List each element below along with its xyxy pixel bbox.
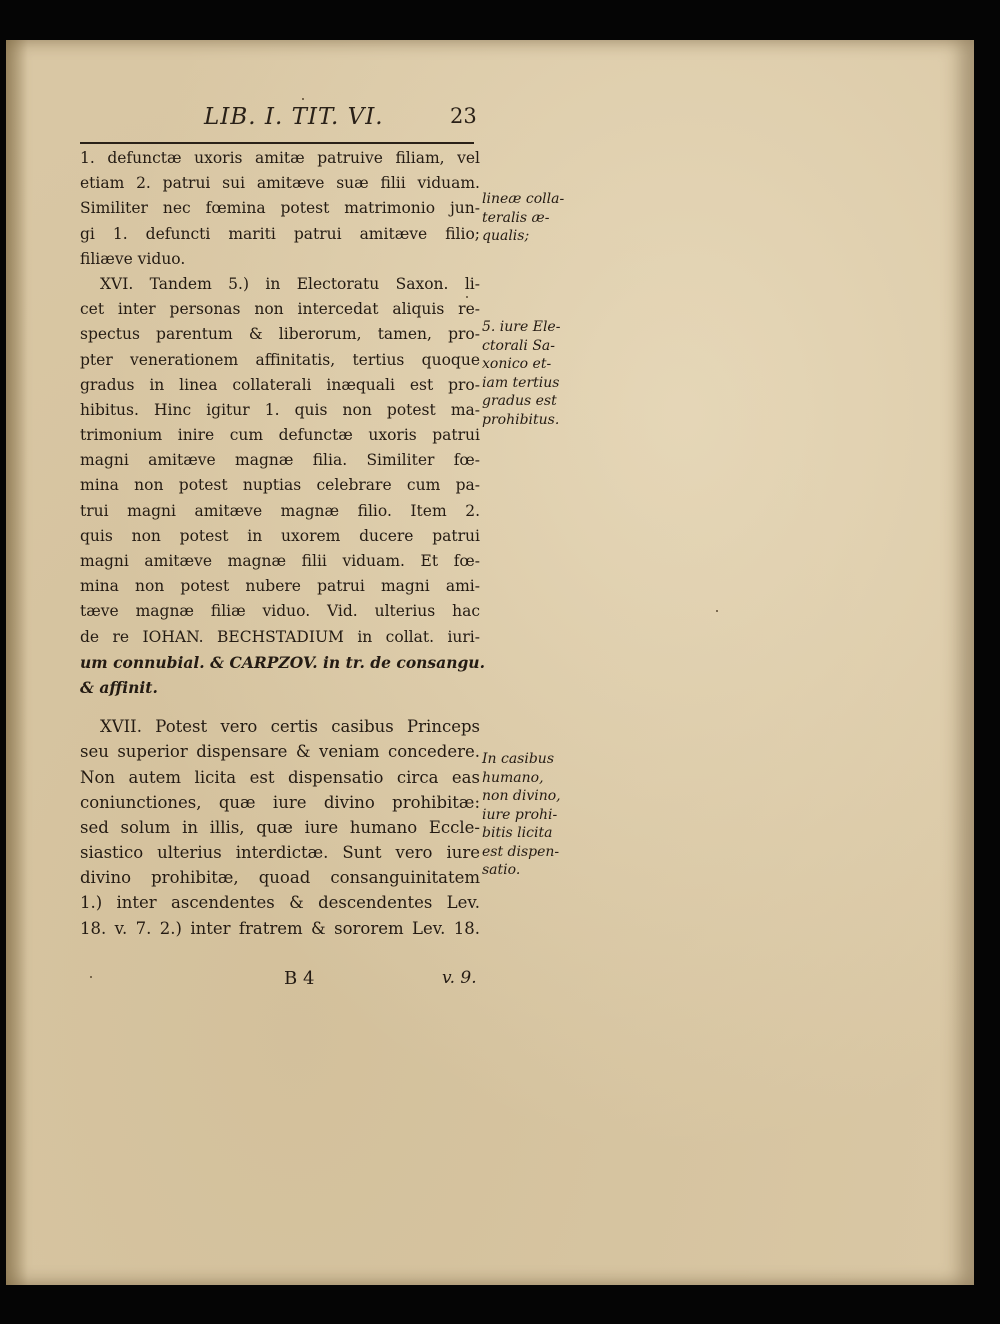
margin-line: humano, [482, 769, 544, 786]
text-line: Non autem licita est dispensatio circa eas [80, 767, 480, 787]
text-line: seu superior dispensare & veniam concedere. [80, 742, 480, 762]
text-line: divino prohibitæ, quoad consanguinitatem [80, 868, 480, 888]
text-line: Similiter nec fœmina potest matrimonio jun- [80, 199, 480, 218]
margin-line: gradus est [482, 393, 557, 409]
page-footer [80, 968, 480, 996]
margin-note-dispensation [482, 750, 582, 880]
margin-line: satio. [482, 862, 521, 878]
paper-speck [716, 610, 718, 612]
text-line: magni amitæve magnæ filii viduam. Et fœ- [80, 552, 480, 570]
margin-line: est dispen- [482, 843, 560, 860]
text-line: 1. defunctæ uxoris amitæ patruive filiam, vel [80, 149, 480, 167]
text-line: pter venerationem affinitatis, tertius quoque [80, 350, 480, 369]
margin-line: lineæ colla- [482, 191, 565, 207]
text-line: spectus parentum & liberorum, tamen, pro- [80, 325, 480, 344]
margin-line: teralis æ- [482, 209, 550, 226]
text-line: trui magni amitæve magnæ filio. Item 2. [80, 501, 480, 520]
margin-line: ctorali Sa- [482, 337, 556, 354]
margin-note-saxon [482, 318, 582, 429]
page-gutter-shadow [6, 40, 28, 1285]
text-line: de re IOHAN. BECHSTADIUM in collat. iuri- [80, 627, 480, 646]
margin-line: bitis licita [482, 825, 553, 841]
text-line: 18. v. 7. 2.) inter fratrem & sororem Lev. 18. [80, 918, 480, 938]
main-text [80, 146, 485, 941]
text-line: cet inter personas non intercedat aliquis re- [80, 300, 480, 319]
margin-line: iam tertius [482, 374, 560, 391]
signature-mark: B 4 [284, 968, 315, 989]
text-line: tæve magnæ filiæ viduo. Vid. ulterius hac [80, 602, 480, 621]
text-line: etiam 2. patrui sui amitæve suæ filii viduam. [80, 174, 480, 193]
running-title: LIB. I. TIT. VI. [204, 104, 384, 130]
margin-line: iure prohi- [482, 806, 558, 823]
margin-line: non divino, [482, 788, 561, 804]
text-line: gradus in linea collaterali inæquali est pro- [80, 375, 480, 394]
text-line: hibitus. Hinc igitur 1. quis non potest ma- [80, 400, 480, 419]
text-line: mina non potest nuptias celebrare cum pa- [80, 476, 480, 495]
margin-line: In casibus [482, 751, 555, 767]
paper-speck [90, 976, 92, 978]
text-line: sed solum in illis, quæ iure humano Eccle- [80, 817, 480, 837]
page-number: 23 [450, 104, 477, 128]
header-rule [80, 142, 474, 144]
text-line: magni amitæve magnæ filia. Similiter fœ- [80, 451, 480, 470]
text-line: filiæve viduo. [80, 249, 186, 268]
text-line: mina non potest nubere patrui magni ami- [80, 577, 480, 596]
page-header [74, 104, 494, 144]
text-line: siastico ulterius interdictæ. Sunt vero iure [80, 843, 480, 863]
text-line: gi 1. defuncti mariti patrui amitæve filio; [80, 224, 480, 243]
text-line: quis non potest in uxorem ducere patrui [80, 526, 480, 545]
margin-note-collateral [482, 190, 582, 246]
text-line: 1.) inter ascendentes & descendentes Lev. [80, 893, 480, 913]
text-line: um connubial. & CARPZOV. in tr. de consangu. [80, 652, 485, 672]
text-line: & affinit. [80, 677, 158, 697]
paper-speck [302, 98, 304, 100]
section-xvi-start: XVI. Tandem 5.) in Electoratu Saxon. li- [100, 274, 480, 293]
text-line: trimonium inire cum defunctæ uxoris patrui [80, 426, 480, 445]
paragraph-gap [80, 700, 480, 714]
text-line: coniunctiones, quæ iure divino prohibitæ: [80, 792, 480, 812]
margin-line: qualis; [482, 228, 530, 244]
section-xvii-start: XVII. Potest vero certis casibus Princeps [100, 717, 480, 737]
margin-line: 5. iure Ele- [482, 319, 561, 335]
margin-line: prohibitus. [482, 411, 560, 428]
paper-speck [466, 296, 468, 298]
margin-line: xonico et- [482, 356, 552, 372]
catchword: v. 9. [442, 968, 477, 988]
